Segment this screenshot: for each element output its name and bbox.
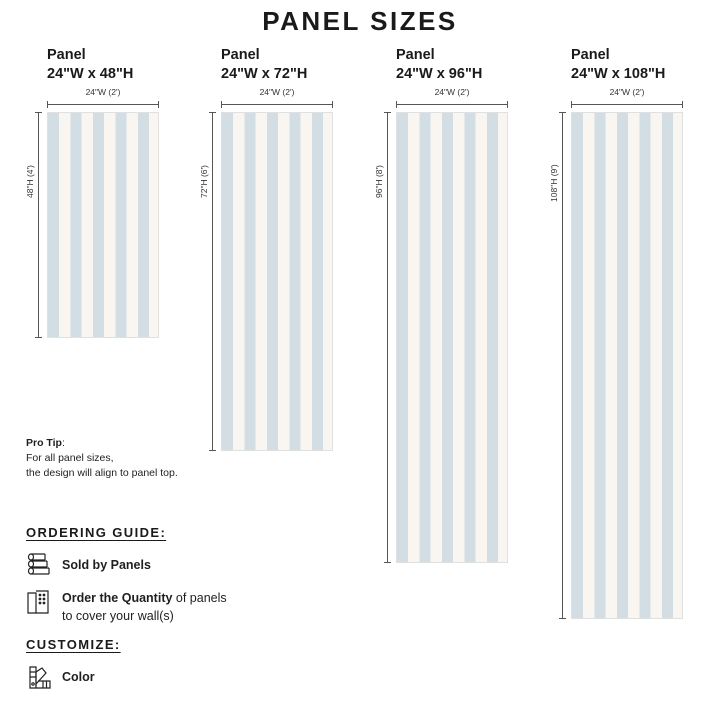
striped-panel-72 [221, 112, 333, 451]
width-dimension-label: 24"W (2') [434, 87, 470, 97]
wall-panel-icon [26, 589, 52, 615]
ordering-guide-heading: ORDERING GUIDE: [26, 525, 167, 540]
sold-by-row [26, 552, 151, 578]
height-dimension-label: 96"H (8') [374, 165, 384, 198]
height-dimension-line [38, 112, 39, 338]
height-dimension-line [387, 112, 388, 563]
panel-size: 24"W x 96"H [396, 66, 483, 82]
width-dimension-line [396, 104, 508, 105]
panel-heading [221, 46, 307, 84]
panel-label: Panel [47, 47, 86, 63]
height-dimension-line [212, 112, 213, 451]
height-dimension-label: 72"H (6') [199, 165, 209, 198]
pro-tip-colon: : [61, 437, 65, 449]
panel-size: 24"W x 72"H [221, 66, 308, 82]
height-dimension-line [562, 112, 563, 619]
order-quantity-row [26, 589, 227, 625]
panel-size: 24"W x 48"H [47, 66, 134, 82]
pro-tip [26, 436, 178, 481]
width-dimension-label: 24"W (2') [85, 87, 121, 97]
pro-tip-label: Pro Tip [26, 437, 62, 449]
striped-panel-96 [396, 112, 508, 563]
pro-tip-line: the design will align to panel top. [26, 467, 178, 479]
order-quantity-line2: to cover your wall(s) [62, 609, 174, 623]
pro-tip-line: For all panel sizes, [26, 452, 114, 464]
striped-panel-108 [571, 112, 683, 619]
panel-heading [571, 46, 665, 84]
width-dimension-label: 24"W (2') [259, 87, 295, 97]
color-label: Color [62, 670, 95, 684]
color-row [26, 664, 95, 690]
width-dimension-line [221, 104, 333, 105]
width-dimension-line [47, 104, 159, 105]
sold-by-label: Sold by Panels [62, 558, 151, 572]
order-quantity-rest: of panels [172, 591, 227, 605]
width-dimension-label: 24"W (2') [609, 87, 645, 97]
panel-label: Panel [221, 47, 260, 63]
striped-panel-48 [47, 112, 159, 338]
panel-heading [396, 46, 482, 84]
height-dimension-label: 48"H (4') [25, 165, 35, 198]
panel-heading [47, 46, 133, 84]
order-quantity-bold: Order the Quantity [62, 591, 173, 605]
panel-label: Panel [396, 47, 435, 63]
height-dimension-label: 108"H (9') [549, 164, 559, 202]
customize-heading: CUSTOMIZE: [26, 637, 121, 652]
width-dimension-line [571, 104, 683, 105]
rolls-icon [26, 552, 52, 578]
page-title: PANEL SIZES [262, 6, 458, 36]
panel-size: 24"W x 108"H [571, 66, 666, 82]
panel-label: Panel [571, 47, 610, 63]
color-swatch-icon [26, 664, 52, 690]
